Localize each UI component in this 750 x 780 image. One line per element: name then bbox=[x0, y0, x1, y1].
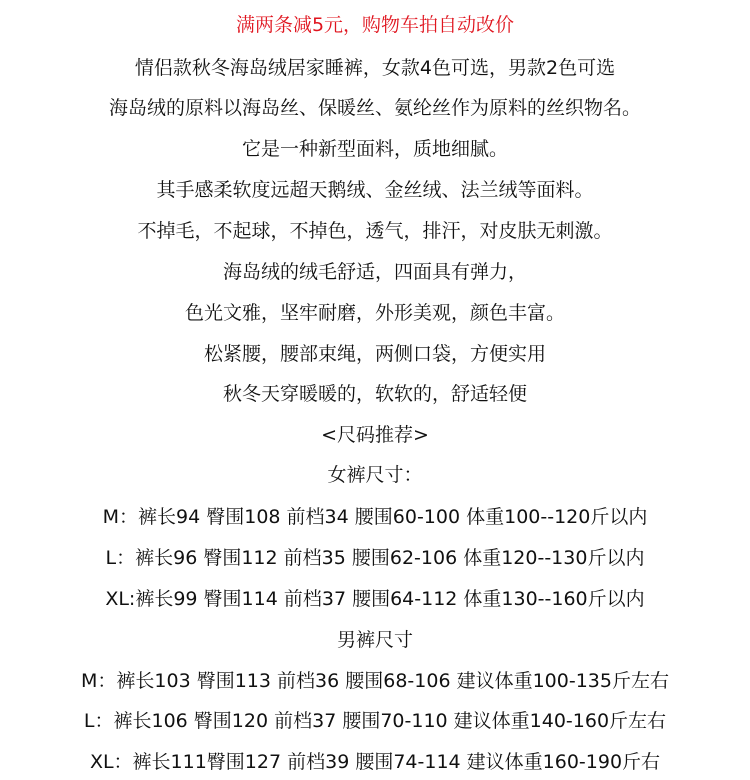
description-line-9: 秋冬天穿暖暖的，软软的，舒适轻便 bbox=[222, 383, 527, 405]
promo-banner: 满两条减5元，购物车拍自动改价 bbox=[235, 14, 515, 36]
description-line-7: 色光文雅，坚牢耐磨，外形美观，颜色丰富。 bbox=[184, 302, 565, 324]
women-size-title: 女裤尺寸： bbox=[327, 464, 423, 486]
description-line-5: 不掉毛，不起球，不掉色，透气，排汗，对皮肤无刺激。 bbox=[137, 220, 613, 242]
women-size-row-xl: XL:裤长99 臀围114 前档37 腰围64-112 体重130--160斤以内 bbox=[105, 588, 645, 610]
men-size-title: 男裤尺寸 bbox=[336, 629, 413, 651]
description-line-1: 情侣款秋冬海岛绒居家睡裤，女款4色可选，男款2色可选 bbox=[134, 57, 616, 79]
women-size-row-l: L：裤长96 臀围112 前档35 腰围62-106 体重120--130斤以内 bbox=[105, 547, 645, 569]
description-line-2: 海岛绒的原料以海岛丝、保暖丝、氨纶丝作为原料的丝织物名。 bbox=[108, 97, 641, 119]
men-size-row-l: L：裤长106 臀围120 前档37 腰围70-110 建议体重140-160斤左右 bbox=[83, 710, 667, 732]
description-line-6: 海岛绒的绒毛舒适，四面具有弹力， bbox=[222, 261, 527, 283]
description-line-8: 松紧腰，腰部束绳，两侧口袋，方便实用 bbox=[203, 343, 546, 365]
men-size-row-m: M：裤长103 臀围113 前档36 腰围68-106 建议体重100-135斤左右 bbox=[81, 670, 669, 692]
men-size-row-xl: XL：裤长111臀围127 前档39 腰围74-114 建议体重160-190斤右 bbox=[89, 751, 661, 773]
size-heading: <尺码推荐> bbox=[321, 424, 429, 446]
women-size-row-m: M：裤长94 臀围108 前档34 腰围60-100 体重100--120斤以内 bbox=[102, 506, 648, 528]
description-line-4: 其手感柔软度远超天鹅绒、金丝绒、法兰绒等面料。 bbox=[156, 179, 594, 201]
description-line-3: 它是一种新型面料，质地细腻。 bbox=[241, 138, 508, 160]
